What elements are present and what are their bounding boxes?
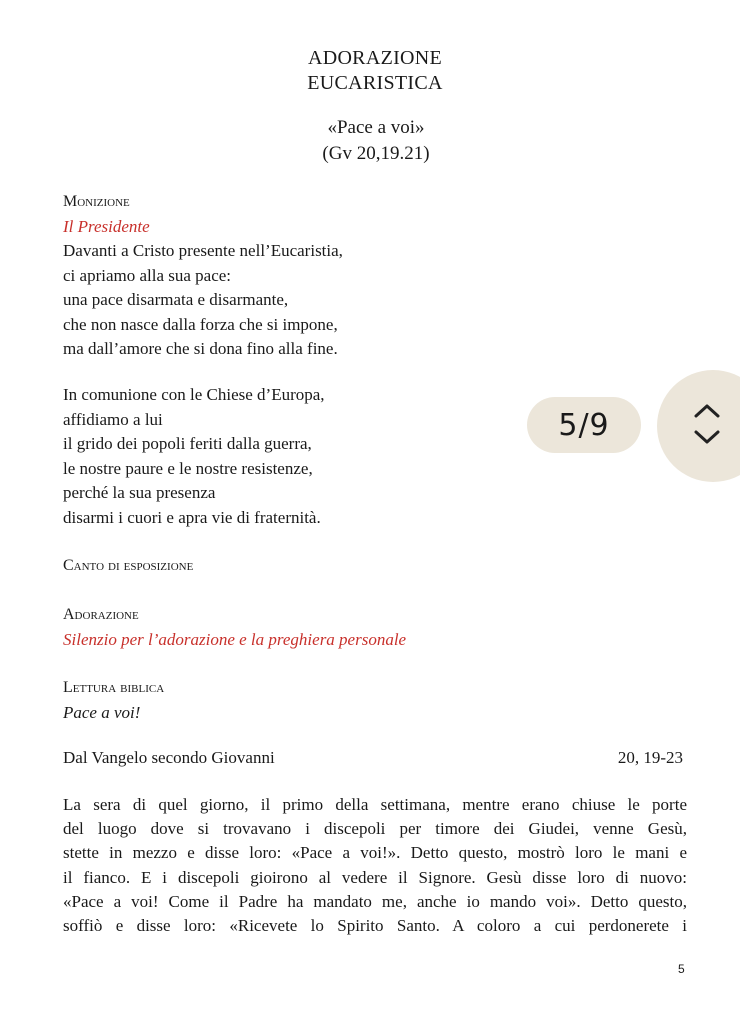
text-line: Davanti a Cristo presente nell’Eucaristia, <box>63 241 343 260</box>
gospel-line: stette in mezzo e disse loro: «Pace a voi!». Detto questo, mostrò loro le mani e <box>63 843 687 863</box>
adorazione-section <box>63 603 406 652</box>
scripture-citation: (Gv 20,19.21) <box>322 143 430 164</box>
page-indicator[interactable]: 5/9 <box>527 397 641 453</box>
section-heading-adorazione: Adorazione <box>63 606 139 623</box>
monizione-section <box>63 190 343 362</box>
text-line: il grido dei popoli feriti dalla guerra, <box>63 434 312 453</box>
monizione-stanza-2 <box>63 383 325 530</box>
section-heading-monizione: Monizione <box>63 193 130 210</box>
reading-source: Dal Vangelo secondo Giovanni <box>63 748 275 767</box>
text-line: In comunione con le Chiese d’Europa, <box>63 385 325 404</box>
section-heading-lettura: Lettura biblica <box>63 679 165 696</box>
gospel-line: La sera di quel giorno, il primo della settimana, mentre erano chiuse le porte <box>63 795 687 814</box>
text-line: affidiamo a lui <box>63 409 163 429</box>
gospel-line: soffiò e disse loro: «Ricevete lo Spirito Santo. A coloro a cui perdonerete i <box>63 915 687 935</box>
document-title-line-2: EUCARISTICA <box>307 72 443 94</box>
text-line: disarmi i cuori e apra vie di fraternità. <box>63 507 321 527</box>
gospel-line: il fianco. E i discepoli gioirono al vedere il Signore. Gesù disse loro di nuovo: <box>63 867 687 887</box>
text-line: ma dall’amore che si dona fino alla fine. <box>63 339 338 358</box>
reading-reference: 20, 19-23 <box>617 748 683 767</box>
document-subtitle: «Pace a voi» <box>327 117 425 138</box>
text-line: perché la sua presenza <box>63 483 216 502</box>
document-title-line-1: ADORAZIONE <box>307 47 443 69</box>
text-line: una pace disarmata e disarmante, <box>63 290 289 309</box>
text-line: ci apriamo alla sua pace: <box>63 265 232 285</box>
speaker-rubric: Il Presidente <box>63 216 150 236</box>
reading-title: Pace a voi! <box>63 702 141 722</box>
page-number: 5 <box>678 962 685 976</box>
gospel-text <box>63 793 687 938</box>
section-heading-canto: Canto di esposizione <box>63 557 194 574</box>
gospel-line: «Pace a voi! Come il Padre ha mandato me, anche io mando voi». Detto questo, <box>63 891 687 911</box>
lettura-section <box>63 676 164 725</box>
gospel-line: del luogo dove si trovavano i discepoli per timore dei Giudei, venne Gesù, <box>63 819 687 839</box>
text-line: le nostre paure e le nostre resistenze, <box>63 458 313 478</box>
adorazione-rubric: Silenzio per l’adorazione e la preghiera personale <box>63 629 407 649</box>
chevron-down-icon[interactable] <box>690 426 724 448</box>
text-line: che non nasce dalla forza che si impone, <box>63 314 338 334</box>
chevron-up-icon[interactable] <box>690 400 724 422</box>
